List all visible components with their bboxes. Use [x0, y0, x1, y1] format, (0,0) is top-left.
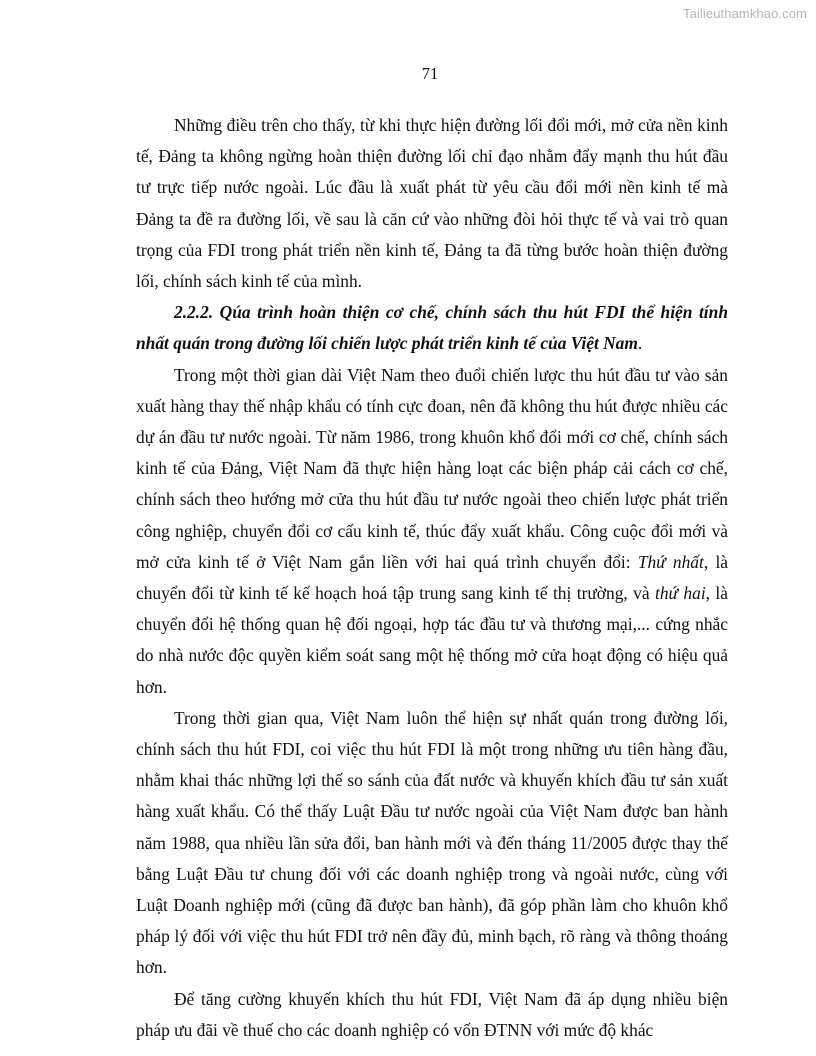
paragraph-2-part-3: , là chuyển đổi hệ thống quan hệ đối ngoại, hợp tác đầu tư và thương mại,... cứng nhắc do nhà nước độc quyền kiểm soát sang một hệ thống mở cửa hoạt động có hiệu quả hơn. [136, 583, 728, 697]
watermark: Tailieuthamkhao.com [682, 6, 807, 21]
italic-second: thứ hai [655, 583, 706, 604]
heading-end-mark: . [637, 333, 643, 354]
paragraph-1: Những điều trên cho thấy, từ khi thực hiện đường lối đổi mới, mở cửa nền kinh tế, Đảng ta không ngừng hoàn thiện đường lối chỉ đạo nhằm đẩy mạnh thu hút đầu tư trực tiếp nước ngoài. Lúc đầu là xuất phát từ yêu cầu đổi mới nền kinh tế mà Đảng ta đề ra đường lối, về sau là căn cứ vào những đòi hỏi thực tế và vai trò quan trọng của FDI trong phát triển nền kinh tế, Đảng ta đã từng bước hoàn thiện đường lối, chính sách kinh tế của mình. [136, 115, 728, 292]
heading-text: 2.2.2. Qúa trình hoàn thiện cơ chế, chính sách thu hút FDI thể hiện tính nhất quán trong đường lối chiến lược phát triển kinh tế của Việt Nam [136, 302, 728, 354]
paragraph-3: Trong thời gian qua, Việt Nam luôn thể hiện sự nhất quán trong đường lối, chính sách thu hút FDI, coi việc thu hút FDI là một trong những ưu tiên hàng đầu, nhằm khai thác những lợi thế so sánh của đất nước và khuyến khích đầu tư sản xuất hàng xuất khẩu. Có thể thấy Luật Đầu tư nước ngoài của Việt Nam được ban hành năm 1988, qua nhiều lần sửa đổi, ban hành mới và đến tháng 11/2005 được thay thế bằng Luật Đầu tư chung đối với các doanh nghiệp trong và ngoài nước, cùng với Luật Doanh nghiệp mới (cũng đã được ban hành), đã góp phần làm cho khuôn khổ pháp lý đối với việc thu hút FDI trở nên đầy đủ, minh bạch, rõ ràng và thông thoáng hơn. [136, 707, 728, 978]
paragraph-2-part-2: , là chuyển đổi từ kinh tế kế hoạch hoá tập trung sang kinh tế thị trường, và [136, 551, 728, 604]
paragraph-2 [136, 360, 728, 703]
document-body [136, 110, 728, 1046]
page-number: 71 [421, 64, 439, 83]
paragraph-2-part-1: Trong một thời gian dài Việt Nam theo đuổi chiến lược thu hút đầu tư vào sản xuất hàng thay thế nhập khẩu có tính cực đoan, nên đã không thu hút được nhiều các dự án đầu tư nước ngoài. Từ năm 1986, trong khuôn khổ đổi mới cơ chế, chính sách kinh tế của Đảng, Việt Nam đã thực hiện hàng loạt các biện pháp cải cách cơ chế, chính sách theo hướng mở cửa thu hút đầu tư nước ngoài theo chiến lược phát triển công nghiệp, chuyển đổi cơ cấu kinh tế, thúc đẩy xuất khẩu. Công cuộc đổi mới và mở cửa kinh tế ở Việt Nam gắn liền với hai quá trình chuyển đổi: [136, 364, 728, 572]
italic-first: Thứ nhất [637, 551, 704, 572]
paragraph-4: Để tăng cường khuyến khích thu hút FDI, Việt Nam đã áp dụng nhiều biện pháp ưu đãi về thuế cho các doanh nghiệp có vốn ĐTNN với mức độ khác [136, 988, 728, 1040]
section-heading [136, 297, 728, 359]
